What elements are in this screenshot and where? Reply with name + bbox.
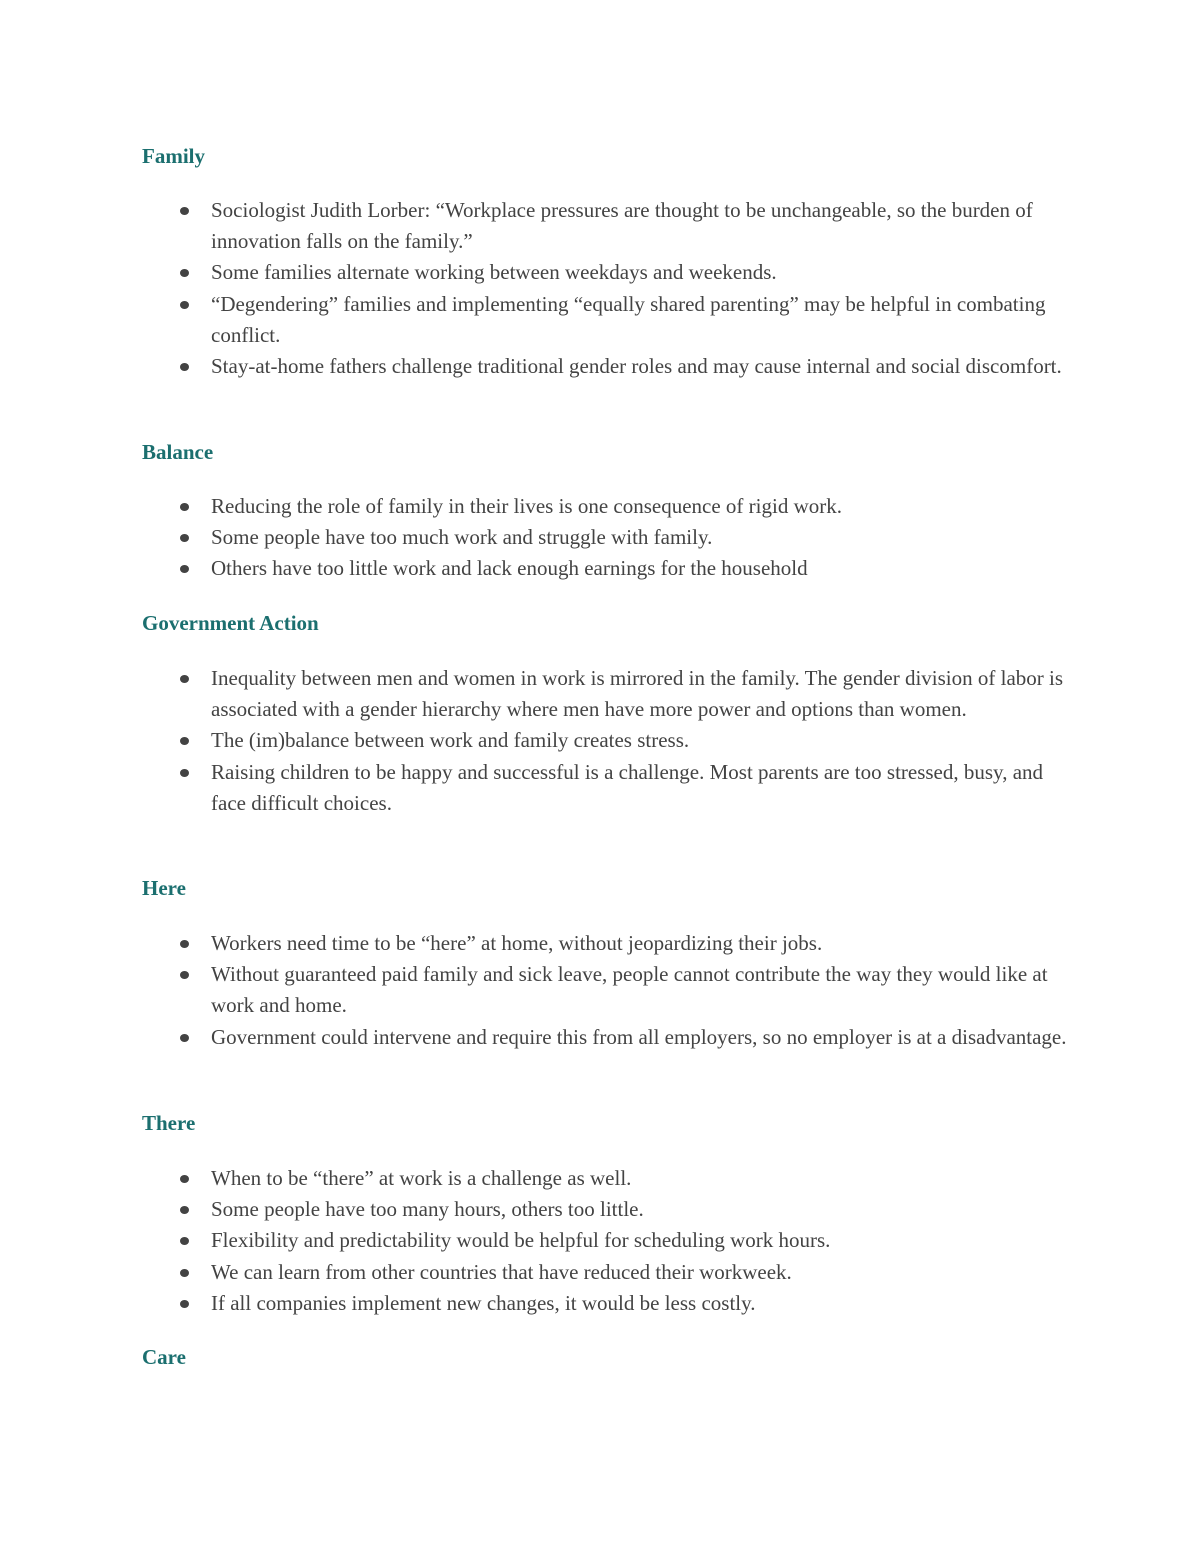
bullet-icon [180, 1034, 189, 1042]
list-item: Workers need time to be “here” at home, without jeopardizing their jobs. [142, 928, 1072, 959]
bullet-icon [180, 363, 189, 371]
section-heading: Care [142, 1345, 186, 1369]
bullet-icon [180, 207, 189, 215]
list-item: Without guaranteed paid family and sick leave, people cannot contribute the way they would like at work and home. [142, 959, 1072, 1021]
bullet-list [142, 195, 1072, 382]
bullet-icon [180, 1300, 189, 1308]
list-item: Inequality between men and women in work is mirrored in the family. The gender division of labor is associated with a gender hierarchy where men have more power and options than women. [142, 663, 1072, 725]
bullet-icon [180, 675, 189, 683]
bullet-icon [180, 1206, 189, 1214]
list-item: Some people have too much work and struggle with family. [142, 522, 1072, 553]
section-heading: Balance [142, 440, 214, 464]
section-here [142, 873, 1072, 1049]
section-family [142, 141, 1072, 379]
section-heading: Government Action [142, 611, 319, 635]
bullet-icon [180, 269, 189, 277]
list-item: Flexibility and predictability would be helpful for scheduling work hours. [142, 1225, 1072, 1256]
bullet-list [142, 491, 1072, 585]
list-item: We can learn from other countries that have reduced their workweek. [142, 1257, 1072, 1288]
bullet-icon [180, 1269, 189, 1277]
list-item: Raising children to be happy and successful is a challenge. Most parents are too stressed, busy, and face difficult choices. [142, 757, 1072, 819]
bullet-list [142, 663, 1072, 819]
list-item: If all companies implement new changes, it would be less costly. [142, 1288, 1072, 1319]
bullet-list [142, 928, 1072, 1053]
list-item: Stay-at-home fathers challenge traditional gender roles and may cause internal and social discomfort. [142, 351, 1072, 382]
section-care [142, 1342, 1072, 1373]
bullet-icon [180, 1237, 189, 1245]
list-item: Government could intervene and require this from all employers, so no employer is at a disadvantage. [142, 1022, 1072, 1053]
bullet-icon [180, 940, 189, 948]
list-item: Sociologist Judith Lorber: “Workplace pressures are thought to be unchangeable, so the burden of innovation falls on the family.” [142, 195, 1072, 257]
section-heading: There [142, 1111, 196, 1135]
list-item: “Degendering” families and implementing “equally shared parenting” may be helpful in combating conflict. [142, 289, 1072, 351]
section-heading: Family [142, 144, 205, 168]
list-item: Some families alternate working between weekdays and weekends. [142, 257, 1072, 288]
section-heading: Here [142, 876, 186, 900]
bullet-icon [180, 971, 189, 979]
bullet-icon [180, 1175, 189, 1183]
list-item: Others have too little work and lack enough earnings for the household [142, 553, 1072, 584]
section-balance [142, 437, 1072, 581]
section-there [142, 1108, 1072, 1315]
bullet-icon [180, 737, 189, 745]
bullet-icon [180, 301, 189, 309]
bullet-icon [180, 503, 189, 511]
bullet-icon [180, 769, 189, 777]
bullet-icon [180, 534, 189, 542]
bullet-icon [180, 565, 189, 573]
list-item: Some people have too many hours, others too little. [142, 1194, 1072, 1225]
list-item: Reducing the role of family in their lives is one consequence of rigid work. [142, 491, 1072, 522]
section-government-action [142, 608, 1072, 815]
list-item: The (im)balance between work and family creates stress. [142, 725, 1072, 756]
list-item: When to be “there” at work is a challenge as well. [142, 1163, 1072, 1194]
bullet-list [142, 1163, 1072, 1319]
